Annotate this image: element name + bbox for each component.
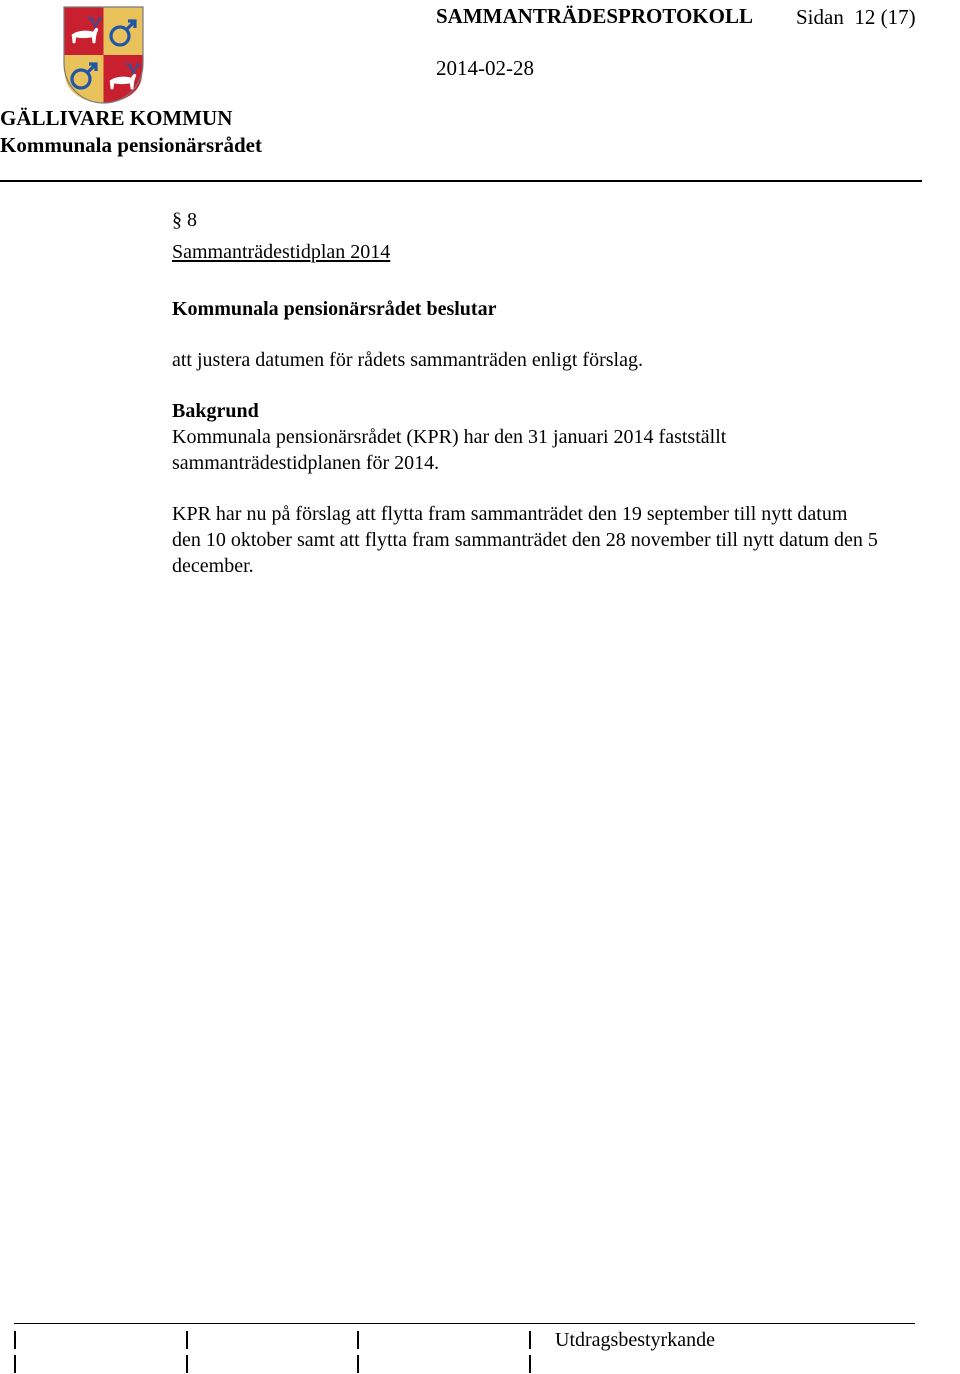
decision-heading: Kommunala pensionärsrådet beslutar xyxy=(172,298,497,320)
gallivare-coat-of-arms-icon xyxy=(62,5,145,105)
signature-box-divider xyxy=(357,1331,359,1349)
council-name: Kommunala pensionärsrådet xyxy=(0,133,262,157)
municipality-name: GÄLLIVARE KOMMUN xyxy=(0,106,233,130)
signature-box-divider xyxy=(529,1331,531,1349)
signature-box-divider xyxy=(357,1355,359,1373)
signature-box-divider xyxy=(14,1331,16,1349)
background-paragraph-line: sammanträdestidplanen för 2014. xyxy=(172,452,440,474)
background-heading: Bakgrund xyxy=(172,400,259,422)
signature-box-divider xyxy=(14,1355,16,1373)
signature-box-divider xyxy=(186,1331,188,1349)
section-number: § 8 xyxy=(172,209,197,231)
section-title: Sammanträdestidplan 2014 xyxy=(172,241,391,263)
proposal-paragraph-line: den 10 oktober samt att flytta fram sammanträdet den 28 november till nytt datum den 5 xyxy=(172,529,878,551)
footer-divider xyxy=(14,1323,915,1324)
document-type: SAMMANTRÄDESPROTOKOLL xyxy=(436,4,753,28)
signature-box-divider xyxy=(529,1355,531,1373)
background-paragraph-line: Kommunala pensionärsrådet (KPR) har den 31 januari 2014 fastställt xyxy=(172,426,727,448)
decision-text: att justera datumen för rådets sammanträden enligt förslag. xyxy=(172,349,643,371)
meeting-date: 2014-02-28 xyxy=(436,56,534,80)
page-number: Sidan 12 (17) xyxy=(796,5,916,29)
signature-box-divider xyxy=(186,1355,188,1373)
proposal-paragraph-line: december. xyxy=(172,555,254,577)
proposal-paragraph-line: KPR har nu på förslag att flytta fram sammanträdet den 19 september till nytt datum xyxy=(172,503,848,525)
certification-label: Utdragsbestyrkande xyxy=(555,1329,715,1351)
header-divider xyxy=(0,180,922,182)
